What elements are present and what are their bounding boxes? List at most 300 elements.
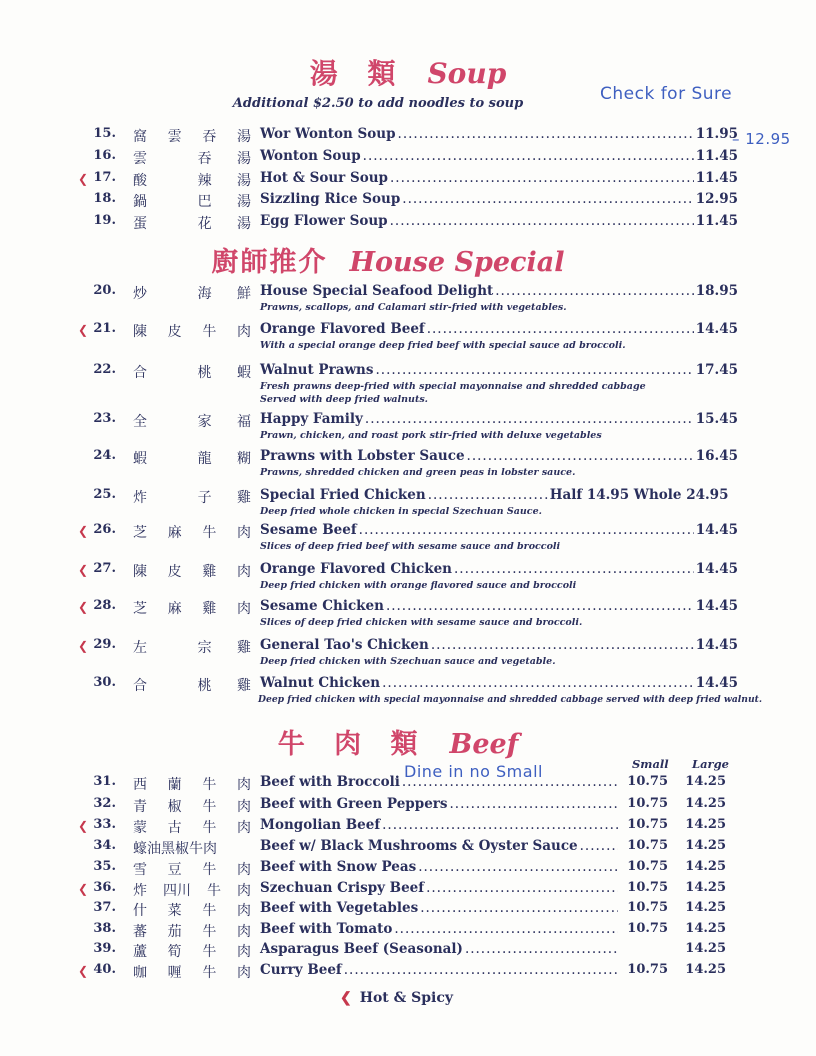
chinese-char: 湯 [236, 173, 251, 189]
item-name-line [260, 522, 738, 540]
menu-item-row [78, 962, 738, 984]
item-chinese-name [133, 487, 251, 507]
chinese-char: 肉 [236, 777, 251, 793]
dot-leader [402, 774, 618, 790]
item-description: Deep fried chicken with orange flavored sauce and broccoli [260, 580, 577, 591]
chinese-char: 牛 [202, 944, 217, 960]
item-name: Special Fried Chicken [260, 487, 426, 503]
chinese-char: 家 [197, 414, 212, 430]
chinese-char: 肉 [236, 564, 251, 580]
chinese-char: 肉 [236, 965, 251, 981]
item-description: Slices of deep fried chicken with sesame sauce and broccoli. [260, 617, 583, 628]
menu-item-row [78, 283, 738, 313]
menu-item-row [78, 796, 738, 818]
chinese-char: 陳 [133, 324, 147, 340]
dot-leader [418, 859, 618, 875]
item-name-line [260, 598, 738, 616]
beef-title-zh: 牛 肉 類 [277, 729, 428, 760]
item-number: 20. [93, 283, 116, 298]
item-name: Orange Flavored Chicken [260, 561, 452, 577]
dot-leader [428, 487, 548, 503]
chinese-char: 龍 [197, 451, 212, 467]
house-title-zh: 廚師推介 [211, 247, 328, 278]
dot-leader [365, 411, 694, 427]
item-number: 27. [93, 561, 116, 576]
chinese-char: 牛 [207, 883, 221, 899]
chinese-char: 雞 [202, 601, 217, 617]
dot-leader [382, 675, 694, 691]
menu-item-row [78, 522, 738, 552]
item-name: Beef with Tomato [260, 921, 393, 937]
item-name: Hot & Sour Soup [260, 170, 388, 186]
menu-item-row [78, 191, 738, 213]
chinese-char: 肉 [236, 903, 251, 919]
chinese-char: 巴 [197, 194, 212, 210]
chinese-char: 肉 [236, 525, 251, 541]
item-name-line [260, 796, 620, 814]
chinese-char: 合 [133, 365, 147, 381]
hot-spicy-legend [340, 990, 453, 1006]
dot-leader [390, 170, 694, 186]
chinese-char: 菜 [167, 903, 182, 919]
item-number: 28. [93, 598, 116, 613]
soup-title-en: Soup [427, 57, 507, 90]
pepper-icon: ❮ [78, 600, 89, 614]
item-chinese-name [133, 170, 251, 190]
item-number: 36. [93, 880, 116, 895]
item-chinese-name [133, 321, 251, 341]
item-chinese-name [133, 900, 251, 920]
menu-item-row [78, 774, 738, 796]
chinese-char: 牛 [202, 525, 217, 541]
item-number: 31. [93, 774, 116, 789]
menu-item-row [78, 487, 738, 517]
item-chinese-name [133, 941, 251, 961]
chinese-char: 雞 [236, 490, 251, 506]
menu-item-row [78, 126, 738, 148]
item-price: 14.45 [695, 675, 738, 691]
item-number: 34. [93, 838, 116, 853]
price-small: 10.75 [627, 880, 668, 895]
dot-leader [467, 448, 694, 464]
beef-col-large: Large [692, 757, 729, 771]
item-number: 37. [93, 900, 116, 915]
chinese-char: 四川 [163, 883, 191, 899]
item-name-line [260, 817, 620, 835]
item-name-line [260, 148, 738, 166]
item-price: 14.45 [695, 637, 738, 653]
chinese-char: 湯 [236, 129, 251, 145]
dot-leader [375, 362, 693, 378]
price-large: 14.25 [685, 774, 726, 789]
chinese-char: 什 [133, 903, 147, 919]
menu-item-row [78, 880, 738, 902]
dot-leader [363, 148, 694, 164]
item-name-line [260, 962, 620, 980]
item-chinese-name [133, 598, 251, 618]
item-name: Wor Wonton Soup [260, 126, 396, 142]
chinese-char: 湯 [236, 194, 251, 210]
item-name: Sesame Chicken [260, 598, 384, 614]
pepper-icon: ❮ [78, 563, 89, 577]
dot-leader [420, 900, 618, 916]
chinese-char: 古 [167, 820, 182, 836]
item-price: 15.45 [695, 411, 738, 427]
item-chinese-name [133, 838, 251, 858]
item-name: Sesame Beef [260, 522, 357, 538]
price-large: 14.25 [685, 838, 726, 853]
chinese-char: 蛋 [133, 216, 147, 232]
item-name-line [260, 213, 738, 231]
pepper-icon: ❮ [78, 819, 89, 833]
price-large: 14.25 [685, 859, 726, 874]
item-price: 11.95 [695, 126, 738, 142]
chinese-char: 雪 [133, 862, 147, 878]
dot-leader [427, 321, 694, 337]
item-chinese-name [133, 796, 251, 816]
chinese-char: 花 [197, 216, 212, 232]
price-small: 10.75 [627, 838, 668, 853]
chinese-char: 炒 [133, 286, 147, 302]
item-description: Slices of deep fried beef with sesame sauce and broccoli [260, 541, 561, 552]
chinese-char: 西 [133, 777, 147, 793]
pepper-icon: ❮ [78, 172, 89, 186]
item-description: Deep fried whole chicken in special Szechuan Sauce. [260, 506, 542, 517]
chinese-char: 豆 [167, 862, 182, 878]
handwritten-check-note: Check for Sure [600, 84, 733, 104]
item-name-line [260, 487, 738, 505]
item-chinese-name [133, 561, 251, 581]
item-name-line [260, 637, 738, 655]
chinese-char: 酸 [133, 173, 147, 189]
item-chinese-name [133, 362, 251, 382]
item-name: Wonton Soup [260, 148, 361, 164]
chinese-char: 海 [197, 286, 212, 302]
chinese-char: 蒙 [133, 820, 147, 836]
chinese-char: 肉 [237, 883, 251, 899]
price-large: 14.25 [685, 921, 726, 936]
item-chinese-name [133, 283, 251, 303]
menu-item-row [78, 900, 738, 922]
item-name: Asparagus Beef (Seasonal) [260, 941, 463, 957]
house-special-title [0, 240, 796, 279]
chinese-char: 桃 [197, 678, 212, 694]
item-chinese-name [133, 522, 251, 542]
item-chinese-name [133, 774, 251, 794]
menu-item-row [78, 817, 738, 839]
pepper-icon: ❮ [78, 882, 89, 896]
item-name-line [260, 561, 738, 579]
item-number: 24. [93, 448, 116, 463]
price-large: 14.25 [685, 817, 726, 832]
item-name: Beef with Green Peppers [260, 796, 448, 812]
price-small: 10.75 [627, 774, 668, 789]
item-price: 12.95 [695, 191, 738, 207]
chinese-char: 窩 [133, 129, 147, 145]
chinese-char: 牛 [202, 862, 217, 878]
chinese-char: 蘭 [167, 777, 182, 793]
item-number: 21. [93, 321, 116, 336]
price-large: 14.25 [685, 796, 726, 811]
chinese-char: 牛 [202, 820, 217, 836]
chinese-char: 湯 [236, 216, 251, 232]
item-name: Sizzling Rice Soup [260, 191, 401, 207]
menu-item-row [78, 213, 738, 235]
item-number: 33. [93, 817, 116, 832]
item-number: 25. [93, 487, 116, 502]
chinese-char: 雞 [202, 564, 217, 580]
menu-item-row [78, 448, 738, 478]
item-number: 16. [93, 148, 116, 163]
item-price: 14.45 [695, 598, 738, 614]
item-price: 14.45 [695, 522, 738, 538]
item-chinese-name [133, 675, 251, 695]
item-price: 11.45 [695, 170, 738, 186]
item-name: Beef with Snow Peas [260, 859, 417, 875]
menu-item-row [78, 675, 763, 705]
item-chinese-name [133, 637, 251, 657]
chinese-char: 肉 [236, 924, 251, 940]
item-description: Prawns, shredded chicken and green peas in lobster sauce. [260, 467, 576, 478]
chinese-char: 福 [236, 414, 251, 430]
item-price: 11.45 [695, 148, 738, 164]
chinese-char: 芝 [133, 601, 147, 617]
chinese-char: 椒 [167, 799, 182, 815]
item-number: 29. [93, 637, 116, 652]
chinese-char: 牛 [202, 903, 217, 919]
chinese-char: 青 [133, 799, 147, 815]
chinese-char: 肉 [236, 862, 251, 878]
chinese-char: 合 [133, 678, 147, 694]
dot-leader [450, 796, 619, 812]
chinese-char: 牛 [202, 324, 217, 340]
chinese-char: 雞 [236, 640, 251, 656]
item-number: 17. [93, 170, 116, 185]
chinese-char: 麻 [167, 525, 182, 541]
menu-item-row [78, 637, 738, 667]
item-name: Curry Beef [260, 962, 342, 978]
beef-title-en: Beef [449, 729, 519, 760]
price-small: 10.75 [627, 921, 668, 936]
dot-leader [426, 880, 618, 896]
item-name-line [260, 411, 738, 429]
item-name-line [260, 941, 620, 959]
chinese-char: 桃 [197, 365, 212, 381]
menu-item-row [78, 411, 738, 441]
price-small: 10.75 [627, 796, 668, 811]
house-title-en: House Special [349, 247, 565, 278]
item-name-line [260, 126, 738, 144]
item-description: Prawn, chicken, and roast pork stir-fried with deluxe vegetables [260, 430, 602, 441]
chinese-char: 牛 [202, 924, 217, 940]
chinese-char: 鍋 [133, 194, 147, 210]
item-name: Beef w/ Black Mushrooms & Oyster Sauce [260, 838, 578, 854]
pepper-icon: ❮ [78, 964, 89, 978]
item-name-line [260, 283, 738, 301]
soup-title-zh: 湯 類 [309, 57, 406, 90]
item-chinese-name [133, 880, 251, 900]
menu-item-row [78, 362, 738, 405]
dot-leader [394, 921, 618, 937]
item-name: General Tao's Chicken [260, 637, 429, 653]
hot-spicy-label: Hot & Spicy [359, 990, 454, 1006]
dot-leader [580, 838, 618, 854]
dot-leader [402, 191, 693, 207]
item-name: Happy Family [260, 411, 363, 427]
chinese-char: 芝 [133, 525, 147, 541]
item-name-line [260, 362, 738, 380]
item-description: With a special orange deep fried beef with special sauce ad broccoli. [260, 340, 626, 351]
item-chinese-name [133, 126, 251, 146]
price-small: 10.75 [627, 859, 668, 874]
item-name-line [260, 321, 738, 339]
dot-leader [359, 522, 694, 538]
menu-item-row [78, 321, 738, 351]
item-name-line [260, 191, 738, 209]
item-name-line [260, 838, 620, 856]
item-number: 18. [93, 191, 116, 206]
chinese-char: 肉 [236, 799, 251, 815]
chinese-char: 皮 [167, 324, 182, 340]
chinese-char: 肉 [236, 944, 251, 960]
dot-leader [465, 941, 618, 957]
dot-leader [386, 598, 694, 614]
price-small: 10.75 [627, 817, 668, 832]
chinese-char: 宗 [197, 640, 212, 656]
chinese-char: 皮 [167, 564, 182, 580]
item-number: 39. [93, 941, 116, 956]
price-small: 10.75 [627, 900, 668, 915]
item-number: 32. [93, 796, 116, 811]
chinese-char: 蝦 [236, 365, 251, 381]
item-number: 35. [93, 859, 116, 874]
price-large: 14.25 [685, 900, 726, 915]
chinese-char: 鮮 [236, 286, 251, 302]
item-name: Mongolian Beef [260, 817, 381, 833]
item-name-line [260, 675, 738, 693]
chinese-char: 雲 [167, 129, 182, 145]
dot-leader [454, 561, 694, 577]
item-description-2: Served with deep fried walnuts. [260, 394, 428, 405]
pepper-icon: ❮ [340, 990, 352, 1006]
item-description: Fresh prawns deep-fried with special mayonnaise and shredded cabbage [260, 381, 646, 392]
item-name: Orange Flavored Beef [260, 321, 425, 337]
item-price: Half 14.95 Whole 24.95 [549, 487, 729, 503]
chinese-char: 茄 [167, 924, 182, 940]
item-name-line [260, 880, 620, 898]
chinese-char: 吞 [197, 151, 212, 167]
soup-note: Additional $2.50 to add noodles to soup [232, 96, 524, 111]
dot-leader [431, 637, 694, 653]
item-price: 18.95 [695, 283, 738, 299]
item-chinese-name [133, 962, 251, 982]
chinese-char: 肉 [236, 324, 251, 340]
price-large: 14.25 [685, 941, 726, 956]
price-large: 14.25 [685, 880, 726, 895]
item-chinese-name [133, 448, 251, 468]
chinese-char: 牛 [202, 965, 217, 981]
pepper-icon: ❮ [78, 524, 89, 538]
chinese-char: 牛 [202, 799, 217, 815]
menu-item-row [78, 561, 738, 591]
item-chinese-name [133, 148, 251, 168]
dot-leader [495, 283, 693, 299]
item-name: Walnut Prawns [260, 362, 374, 378]
item-name: Walnut Chicken [260, 675, 381, 691]
chinese-char: 辣 [197, 173, 212, 189]
chinese-char: 吞 [202, 129, 217, 145]
item-name-line [260, 921, 620, 939]
item-name: Beef with Broccoli [260, 774, 400, 790]
menu-item-row [78, 838, 738, 860]
chinese-char: 蘆 [133, 944, 147, 960]
handwritten-price-correction: – 12.95 [732, 130, 791, 148]
chinese-char: 雲 [133, 151, 147, 167]
chinese-char: 左 [133, 640, 147, 656]
item-chinese-name [133, 817, 251, 837]
item-description: Prawns, scallops, and Calamari stir-fried with vegetables. [260, 302, 567, 313]
item-name: Egg Flower Soup [260, 213, 388, 229]
menu-item-row [78, 170, 738, 192]
chinese-char: 喱 [167, 965, 182, 981]
item-price: 16.45 [695, 448, 738, 464]
item-number: 19. [93, 213, 116, 228]
beef-col-small: Small [632, 757, 669, 771]
item-number: 30. [93, 675, 116, 690]
item-name: House Special Seafood Delight [260, 283, 494, 299]
chinese-char: 肉 [236, 601, 251, 617]
item-description: Deep fried chicken with Szechuan sauce and vegetable. [260, 656, 556, 667]
menu-item-row [78, 148, 738, 170]
item-chinese-name [133, 191, 251, 211]
price-small: 10.75 [627, 962, 668, 977]
item-number: 40. [93, 962, 116, 977]
menu-item-row [78, 941, 738, 963]
chinese-char: 蠔油黑椒牛肉 [133, 841, 217, 857]
item-number: 15. [93, 126, 116, 141]
chinese-char: 麻 [167, 601, 182, 617]
dot-leader [344, 962, 618, 978]
chinese-char: 湯 [236, 151, 251, 167]
price-large: 14.25 [685, 962, 726, 977]
menu-item-row [78, 921, 738, 943]
menu-item-row [78, 859, 738, 881]
chinese-char: 子 [197, 490, 212, 506]
chinese-char: 炸 [133, 490, 147, 506]
chinese-char: 炸 [133, 883, 147, 899]
dot-leader [382, 817, 618, 833]
item-name: Szechuan Crispy Beef [260, 880, 425, 896]
chinese-char: 咖 [133, 965, 147, 981]
item-price: 17.45 [695, 362, 738, 378]
pepper-icon: ❮ [78, 323, 89, 337]
item-name: Prawns with Lobster Sauce [260, 448, 465, 464]
beef-title [0, 722, 806, 761]
item-number: 26. [93, 522, 116, 537]
chinese-char: 雞 [236, 678, 251, 694]
item-chinese-name [133, 921, 251, 941]
item-price: 14.45 [695, 321, 738, 337]
pepper-icon: ❮ [78, 639, 89, 653]
item-price: 11.45 [695, 213, 738, 229]
chinese-char: 全 [133, 414, 147, 430]
item-description: Deep fried chicken with special mayonnaise and shredded cabbage served with deep fried walnut. [258, 694, 763, 705]
item-name-line [260, 900, 620, 918]
item-chinese-name [133, 411, 251, 431]
menu-item-row [78, 598, 738, 628]
item-number: 23. [93, 411, 116, 426]
chinese-char: 肉 [236, 820, 251, 836]
